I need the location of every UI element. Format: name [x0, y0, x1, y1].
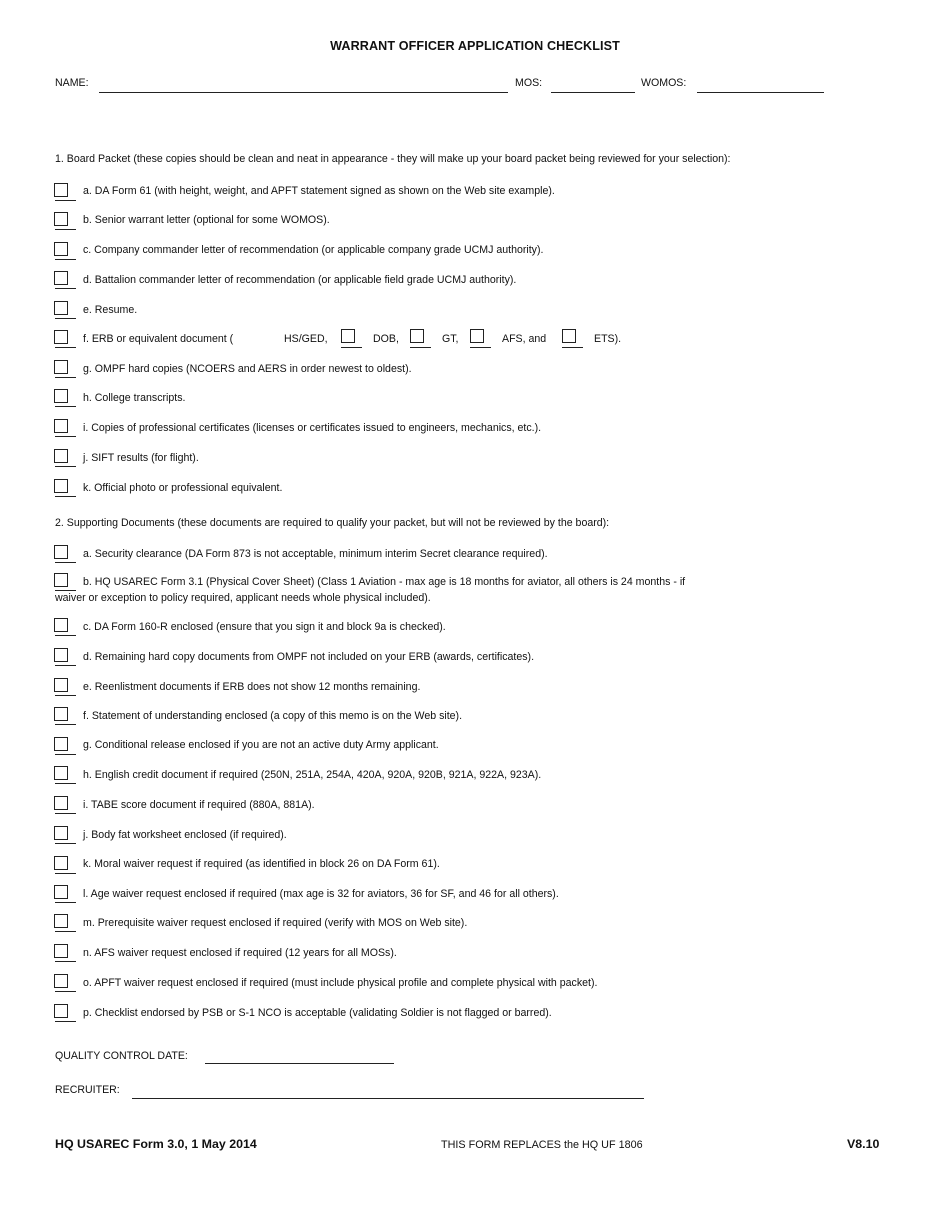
name-label: NAME:	[55, 77, 89, 89]
erb-gt-label: GT,	[442, 333, 459, 345]
checkbox-underline	[55, 562, 76, 563]
erb-afs-label: AFS, and	[502, 333, 547, 345]
form-identifier: HQ USAREC Form 3.0, 1 May 2014	[55, 1137, 257, 1151]
section2-heading: 2. Supporting Documents (these documents are required to qualify your packet, but will not be reviewed by the board):	[55, 517, 610, 529]
list-item: l. Age waiver request enclosed if required (max age is 32 for aviators, 36 for SF, and 46 for all others).	[83, 888, 559, 900]
list-item: o. APFT waiver request enclosed if required (must include physical profile and complete physical with packet).	[83, 977, 598, 989]
board-packet-checkbox[interactable]	[54, 271, 68, 285]
checkbox-underline	[55, 843, 76, 844]
supporting-docs-checkbox[interactable]	[54, 826, 68, 840]
list-item: b. Senior warrant letter (optional for some WOMOS).	[83, 214, 330, 226]
qc-date-field[interactable]	[205, 1049, 394, 1064]
supporting-docs-checkbox[interactable]	[54, 944, 68, 958]
checkbox-underline	[55, 931, 76, 932]
board-packet-checkbox[interactable]	[54, 212, 68, 226]
list-item: e. Resume.	[83, 304, 138, 316]
erb-hsged-label: HS/GED,	[284, 333, 328, 345]
checkbox-underline	[55, 377, 76, 378]
checkbox-underline	[55, 347, 76, 348]
checkbox-underline	[55, 200, 76, 201]
supporting-docs-checkbox[interactable]	[54, 856, 68, 870]
list-item-continuation: waiver or exception to policy required, applicant needs whole physical included).	[55, 592, 431, 604]
qc-date-label: QUALITY CONTROL DATE:	[55, 1050, 188, 1062]
list-item: j. SIFT results (for flight).	[83, 452, 199, 464]
supporting-docs-checkbox[interactable]	[54, 573, 68, 587]
recruiter-label: RECRUITER:	[55, 1084, 120, 1096]
board-packet-checkbox[interactable]	[54, 183, 68, 197]
checkbox-underline	[55, 873, 76, 874]
supporting-docs-checkbox[interactable]	[54, 618, 68, 632]
erb-gt-checkbox[interactable]	[410, 329, 424, 343]
board-packet-checkbox[interactable]	[54, 419, 68, 433]
mos-field[interactable]	[551, 78, 635, 93]
list-item: e. Reenlistment documents if ERB does not show 12 months remaining.	[83, 681, 421, 693]
mos-label: MOS:	[515, 77, 543, 89]
list-item: d. Remaining hard copy documents from OMPF not included on your ERB (awards, certificates).	[83, 651, 535, 663]
list-item: a. DA Form 61 (with height, weight, and APFT statement signed as shown on the Web site example).	[83, 185, 555, 197]
list-item: g. Conditional release enclosed if you are not an active duty Army applicant.	[83, 739, 439, 751]
checkbox-underline	[55, 259, 76, 260]
checkbox-underline	[55, 318, 76, 319]
checkbox-underline	[55, 754, 76, 755]
list-item: j. Body fat worksheet enclosed (if required).	[83, 829, 287, 841]
supporting-docs-checkbox[interactable]	[54, 885, 68, 899]
erb-dob-label: DOB,	[373, 333, 399, 345]
board-packet-checkbox[interactable]	[54, 389, 68, 403]
checkbox-underline	[55, 783, 76, 784]
erb-ets-checkbox[interactable]	[562, 329, 576, 343]
section1-heading: 1. Board Packet (these copies should be clean and neat in appearance - they will make up your board packet being reviewed for your selection):	[55, 153, 731, 165]
board-packet-checkbox[interactable]	[54, 242, 68, 256]
supporting-docs-checkbox[interactable]	[54, 796, 68, 810]
checkbox-underline	[410, 347, 431, 348]
list-item: a. Security clearance (DA Form 873 is not acceptable, minimum interim Secret clearance required).	[83, 548, 548, 560]
list-item: b. HQ USAREC Form 3.1 (Physical Cover Sheet) (Class 1 Aviation - max age is 18 months for aviator, all others is 24 months - if	[83, 576, 686, 588]
checkbox-underline	[470, 347, 491, 348]
form-replaces-note: THIS FORM REPLACES the HQ UF 1806	[441, 1139, 643, 1151]
form-version: V8.10	[847, 1137, 880, 1151]
checkbox-underline	[55, 1021, 76, 1022]
list-item: p. Checklist endorsed by PSB or S-1 NCO is acceptable (validating Soldier is not flagged or barred).	[83, 1007, 552, 1019]
checkbox-underline	[55, 902, 76, 903]
supporting-docs-checkbox[interactable]	[54, 974, 68, 988]
list-item: h. English credit document if required (250N, 251A, 254A, 420A, 920A, 920B, 921A, 922A, 923A).	[83, 769, 542, 781]
womos-field[interactable]	[697, 78, 824, 93]
checkbox-underline	[55, 991, 76, 992]
checkbox-underline	[55, 466, 76, 467]
supporting-docs-checkbox[interactable]	[54, 766, 68, 780]
checkbox-underline	[55, 229, 76, 230]
list-item: i. TABE score document if required (880A, 881A).	[83, 799, 315, 811]
list-item: k. Moral waiver request if required (as identified in block 26 on DA Form 61).	[83, 858, 440, 870]
checkbox-underline	[55, 406, 76, 407]
supporting-docs-checkbox[interactable]	[54, 545, 68, 559]
erb-afs-checkbox[interactable]	[470, 329, 484, 343]
checkbox-underline	[55, 590, 76, 591]
list-item: g. OMPF hard copies (NCOERS and AERS in order newest to oldest).	[83, 363, 412, 375]
supporting-docs-checkbox[interactable]	[54, 914, 68, 928]
checkbox-underline	[55, 724, 76, 725]
womos-label: WOMOS:	[641, 77, 687, 89]
list-item: f. ERB or equivalent document (	[83, 333, 234, 345]
checkbox-underline	[55, 288, 76, 289]
supporting-docs-checkbox[interactable]	[54, 1004, 68, 1018]
supporting-docs-checkbox[interactable]	[54, 678, 68, 692]
name-field[interactable]	[99, 78, 508, 93]
form-title: WARRANT OFFICER APPLICATION CHECKLIST	[330, 39, 620, 53]
supporting-docs-checkbox[interactable]	[54, 707, 68, 721]
erb-dob-checkbox[interactable]	[341, 329, 355, 343]
board-packet-checkbox[interactable]	[54, 449, 68, 463]
board-packet-checkbox[interactable]	[54, 479, 68, 493]
list-item: h. College transcripts.	[83, 392, 186, 404]
checkbox-underline	[55, 961, 76, 962]
list-item: i. Copies of professional certificates (licenses or certificates issued to engineers, mechanics, etc.).	[83, 422, 542, 434]
recruiter-field[interactable]	[132, 1084, 644, 1099]
board-packet-checkbox[interactable]	[54, 301, 68, 315]
list-item: m. Prerequisite waiver request enclosed if required (verify with MOS on Web site).	[83, 917, 468, 929]
list-item: c. Company commander letter of recommendation (or applicable company grade UCMJ authority).	[83, 244, 544, 256]
checkbox-underline	[55, 665, 76, 666]
checkbox-underline	[562, 347, 583, 348]
list-item: n. AFS waiver request enclosed if required (12 years for all MOSs).	[83, 947, 397, 959]
list-item: c. DA Form 160-R enclosed (ensure that you sign it and block 9a is checked).	[83, 621, 446, 633]
list-item: f. Statement of understanding enclosed (a copy of this memo is on the Web site).	[83, 710, 463, 722]
checkbox-underline	[341, 347, 362, 348]
checkbox-underline	[55, 436, 76, 437]
list-item: k. Official photo or professional equivalent.	[83, 482, 283, 494]
checkbox-underline	[55, 635, 76, 636]
board-packet-checkbox[interactable]	[54, 330, 68, 344]
list-item: d. Battalion commander letter of recommendation (or applicable field grade UCMJ authority).	[83, 274, 517, 286]
board-packet-checkbox[interactable]	[54, 360, 68, 374]
supporting-docs-checkbox[interactable]	[54, 737, 68, 751]
checkbox-underline	[55, 695, 76, 696]
supporting-docs-checkbox[interactable]	[54, 648, 68, 662]
erb-ets-label: ETS).	[594, 333, 622, 345]
checkbox-underline	[55, 496, 76, 497]
checkbox-underline	[55, 813, 76, 814]
